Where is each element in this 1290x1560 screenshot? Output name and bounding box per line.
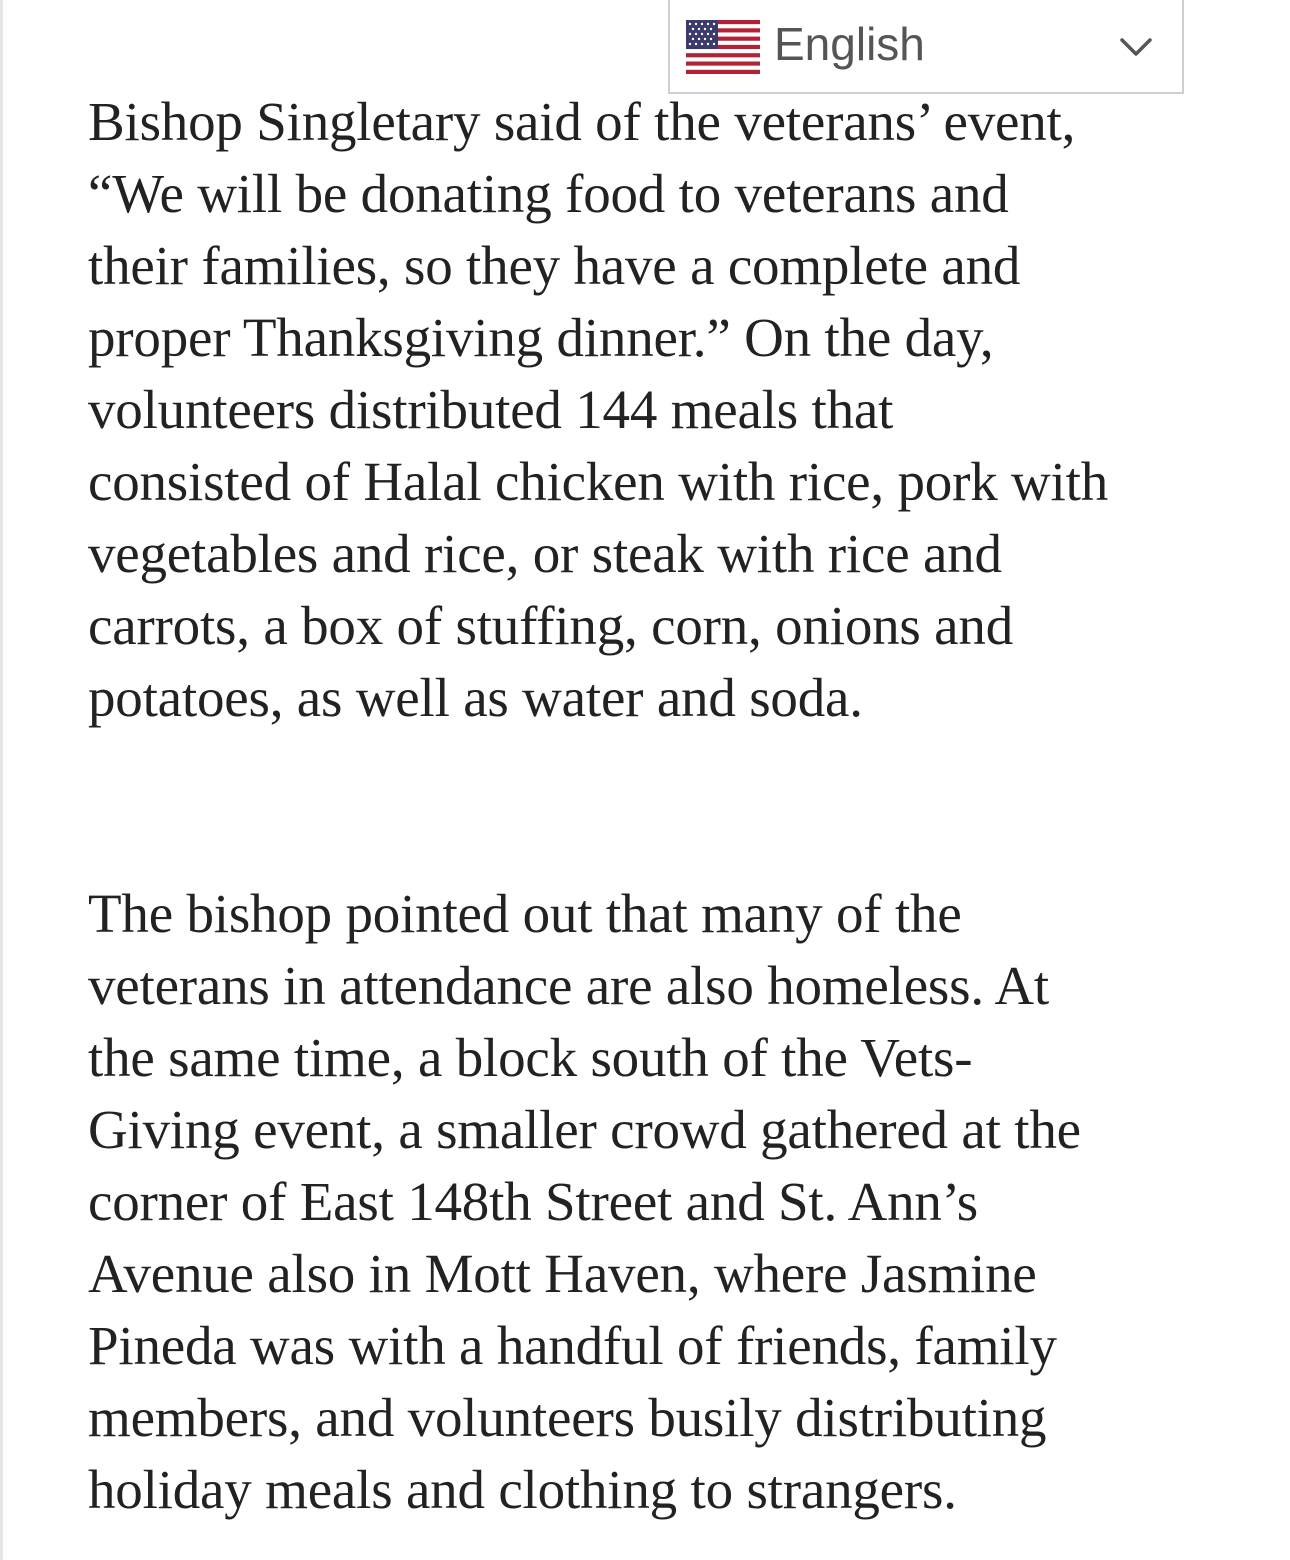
text-line: Giving event, a smaller crowd gathered at the [88,1099,1081,1160]
language-selected-label: English [774,18,925,70]
paragraph [88,878,1208,1526]
text-line: proper Thanksgiving dinner.” On the day, [88,307,994,368]
text-line: the same time, a block south of the Vets- [88,1027,973,1088]
chevron-down-icon [1118,32,1154,60]
text-line: vegetables and rice, or steak with rice and [88,523,1002,584]
text-line: volunteers distributed 144 meals that [88,379,894,440]
paragraph [88,86,1208,734]
text-line: carrots, a box of stuffing, corn, onions and [88,595,1013,656]
us-flag-icon [686,20,760,74]
text-line: corner of East 148th Street and St. Ann’s [88,1171,978,1232]
language-selector[interactable] [668,0,1184,94]
text-line: Pineda was with a handful of friends, family [88,1315,1057,1376]
text-line: members, and volunteers busily distributing [88,1387,1047,1448]
text-line: Avenue also in Mott Haven, where Jasmine [88,1243,1037,1304]
article-body [88,86,1208,1526]
text-line: their families, so they have a complete and [88,235,1021,296]
text-line: The bishop pointed out that many of the [88,883,962,944]
text-line: holiday meals and clothing to strangers. [88,1459,957,1520]
text-line: consisted of Halal chicken with rice, pork with [88,451,1109,512]
page-left-border [0,0,3,1560]
text-line: Bishop Singletary said of the veterans’ event, [88,91,1076,152]
text-line: “We will be donating food to veterans and [88,163,1009,224]
text-line: veterans in attendance are also homeless. At [88,955,1049,1016]
text-line: potatoes, as well as water and soda. [88,667,863,728]
